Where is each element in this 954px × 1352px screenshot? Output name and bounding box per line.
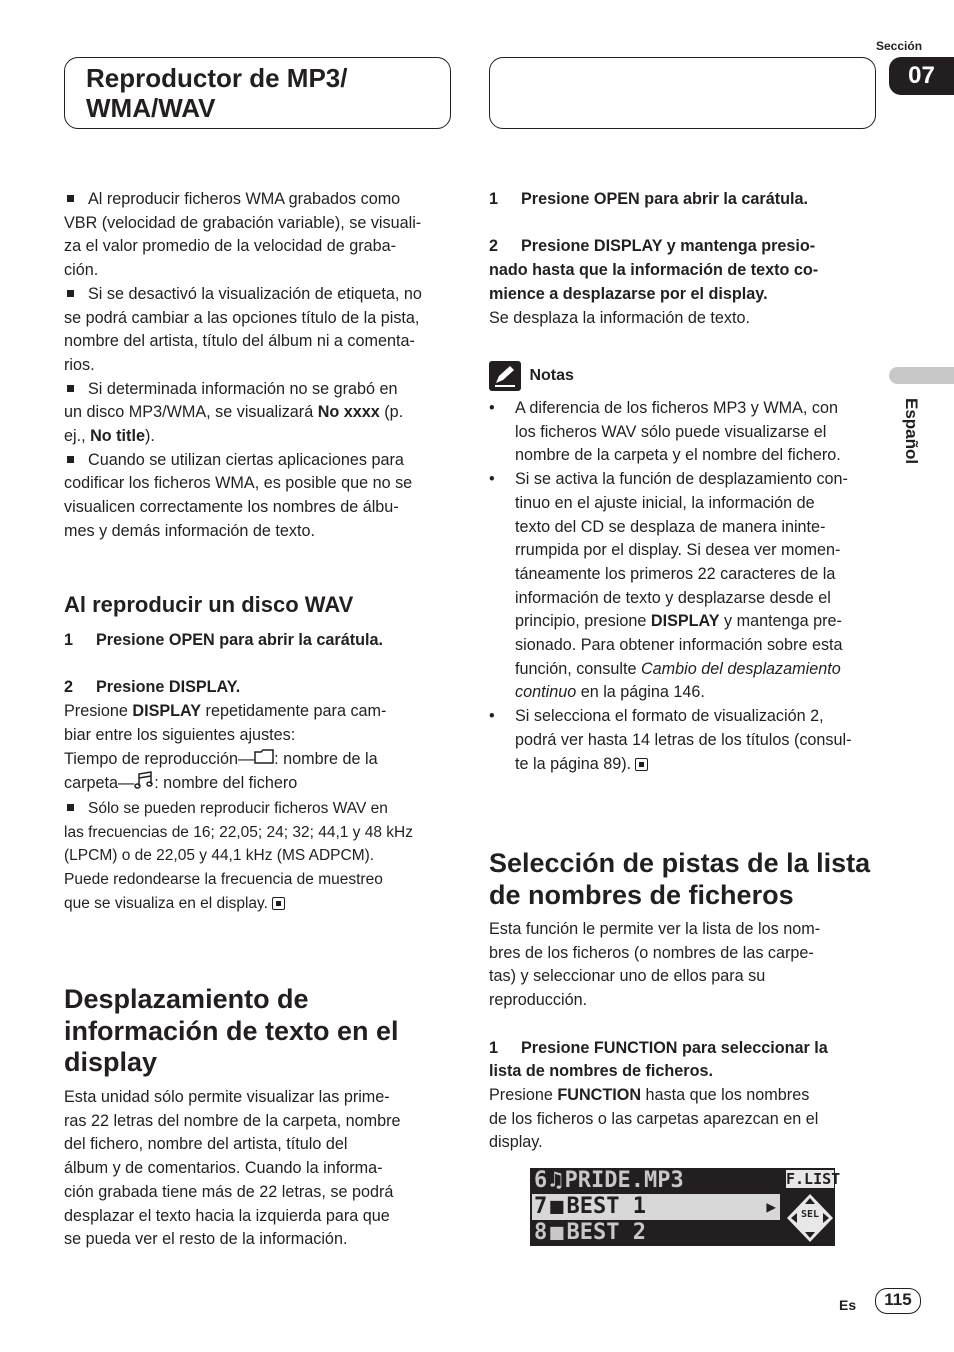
file-list-heading	[489, 848, 884, 911]
step-number: 2	[64, 678, 74, 697]
notes-title: Notas	[529, 367, 574, 384]
bullet-wav-freq	[64, 797, 452, 916]
body-bold-text: FUNCTION	[557, 1085, 642, 1104]
bullet-line: Puede redondearse la frecuencia de muestreo	[64, 871, 383, 889]
note-line: información de texto y desplazarse desde el	[515, 588, 831, 607]
section-number: 07	[889, 57, 954, 95]
note-line: táneamente los primeros 22 caracteres de la	[515, 564, 836, 583]
note-line: • A diferencia de los ficheros MP3 y WMA, con	[515, 399, 838, 417]
lcd-row	[534, 1169, 774, 1193]
wav-heading: Al reproducir un disco WAV	[64, 592, 354, 617]
cross-reference-link[interactable]: continuo	[515, 683, 577, 702]
footer-language-code: Es	[839, 1297, 857, 1313]
body-line: desplazar el texto hacia la izquierda para que	[64, 1206, 390, 1225]
body-text: Presione	[489, 1085, 558, 1104]
lcd-row-number: 7	[534, 1194, 548, 1219]
right-step2-line: mience a desplazarse por el display.	[489, 284, 768, 303]
body-text: : nombre de la	[274, 749, 378, 768]
bullet-text: ).	[144, 427, 155, 446]
bullet-bold-text: No xxxx	[317, 403, 380, 422]
left-column	[64, 188, 452, 544]
wav-step1: Presione OPEN para abrir la carátula.	[96, 631, 384, 649]
heading-line: Desplazamiento de	[64, 984, 309, 1014]
bullet-line: Sólo se pueden reproducir ficheros WAV en	[88, 800, 388, 818]
sel-joystick-icon	[785, 1192, 835, 1244]
body-text: repetidamente para cam-	[201, 702, 387, 721]
note-text: principio, presione	[515, 612, 651, 631]
bullet-tag-display	[64, 283, 452, 378]
body-line: de los ficheros o las carpetas aparezcan en el	[489, 1109, 819, 1128]
note-line: te la página 89).	[515, 754, 632, 773]
music-note-icon: ♫	[549, 1168, 563, 1193]
right-step2-body: Se desplaza la información de texto.	[489, 308, 750, 327]
folder-icon: ■	[550, 1194, 564, 1219]
note-line: • Si se activa la función de desplazamiento con-	[515, 470, 848, 489]
body-text: biar entre los siguientes ajustes:	[64, 725, 296, 744]
scroll-body	[64, 1086, 454, 1252]
end-mark-icon	[272, 897, 285, 910]
note-line: • Si selecciona el formato de visualización 2,	[515, 707, 824, 726]
bullet-line: visualicen correctamente los nombres de álbu-	[64, 498, 399, 517]
body-line: tas) y seleccionar uno de ellos para su	[489, 967, 766, 986]
body-line: álbum y de comentarios. Cuando la informa-	[64, 1159, 383, 1178]
bullet-wma-vbr	[64, 188, 452, 283]
scroll-heading	[64, 984, 454, 1079]
note-line: tinuo en el ajuste inicial, la información de	[515, 493, 815, 512]
bullet-line: rios.	[64, 355, 95, 374]
lcd-row-number: 8	[534, 1220, 548, 1245]
body-text: Tiempo de reproducción—	[64, 749, 255, 768]
heading-line: información de texto en el	[64, 1015, 399, 1046]
square-bullet-icon	[67, 804, 74, 811]
lcd-row-number: 6	[534, 1168, 548, 1193]
bullet-line: mes y demás información de texto.	[64, 521, 316, 540]
note-text: y mantenga pre-	[719, 612, 842, 631]
bullet-line: nombre del artista, título del álbum ni a comenta-	[64, 332, 415, 351]
body-text: hasta que los nombres	[641, 1085, 810, 1104]
body-line: del fichero, nombre del artista, título del	[64, 1135, 348, 1154]
body-line: bres de los ficheros (o nombres de las carpe-	[489, 943, 814, 962]
note-text: función, consulte	[515, 659, 641, 678]
music-note-icon	[134, 771, 154, 797]
bullet-line: za el valor promedio de la velocidad de graba-	[64, 237, 397, 256]
bullet-wma-apps	[64, 449, 452, 544]
step-number: 1	[64, 631, 74, 649]
lcd-row-text: PRIDE.MP3	[564, 1168, 684, 1193]
right-step1: Presione OPEN para abrir la carátula.	[521, 190, 809, 208]
square-bullet-icon	[67, 456, 74, 463]
bullet-text: un disco MP3/WMA, se visualizará	[64, 403, 318, 422]
step-number: 2	[489, 237, 499, 256]
right-steps	[489, 188, 879, 330]
body-text: carpeta—	[64, 774, 135, 793]
body-text: Presione	[64, 702, 133, 721]
body-line: reproducción.	[489, 991, 588, 1010]
lcd-row	[534, 1221, 774, 1245]
right-step2-line: Presione DISPLAY y mantenga presio-	[521, 237, 816, 256]
bullet-bold-text: No title	[90, 427, 145, 446]
bullet-text: ej.,	[64, 427, 91, 446]
notes-header	[489, 361, 574, 391]
wav-section	[64, 629, 452, 916]
heading-line: de nombres de ficheros	[489, 879, 794, 910]
header-title	[86, 63, 347, 123]
list-step1-line: lista de nombres de ficheros.	[489, 1062, 713, 1081]
bullet-line: ción.	[64, 261, 99, 280]
body-line: Esta función le permite ver la lista de los nom-	[489, 920, 821, 938]
lcd-row-text: BEST 1	[566, 1194, 646, 1219]
bullet-line: Si se desactivó la visualización de etiqueta, no	[88, 284, 422, 303]
section-label: Sección	[876, 39, 923, 53]
bullet-line: VBR (velocidad de grabación variable), se visuali-	[64, 213, 422, 232]
bullet-line: que se visualiza en el display.	[64, 894, 268, 912]
lcd-row-text: BEST 2	[566, 1220, 646, 1245]
step-number: 1	[489, 1038, 499, 1057]
heading-line: display	[64, 1047, 158, 1077]
lcd-mode-label: F.LIST	[786, 1170, 841, 1188]
play-arrow-icon: ▶	[766, 1197, 776, 1216]
step-number: 1	[489, 190, 499, 208]
note-text: en la página 146.	[576, 683, 705, 702]
cross-reference-link[interactable]: Cambio del desplazamiento	[640, 659, 841, 678]
bullet-line: codificar los ficheros WMA, es posible que no se	[64, 474, 413, 493]
square-bullet-icon	[67, 195, 74, 202]
language-tab-marker	[889, 367, 954, 384]
bullet-line: Cuando se utilizan ciertas aplicaciones para	[88, 450, 404, 469]
bullet-line: Al reproducir ficheros WMA grabados como	[88, 190, 401, 208]
note-line: sionado. Para obtener información sobre esta	[515, 636, 843, 655]
body-line: display.	[489, 1133, 543, 1152]
note-bold-text: DISPLAY	[650, 612, 720, 631]
bullet-line: se podrá cambiar a las opciones título de la pista,	[64, 308, 420, 327]
note-item	[489, 468, 879, 705]
lcd-display	[530, 1168, 841, 1246]
notepad-pen-icon	[489, 361, 521, 391]
sel-label: SEL	[800, 1209, 820, 1220]
folder-icon: ■	[550, 1220, 564, 1245]
list-step1-line: Presione FUNCTION para seleccionar la	[521, 1038, 828, 1057]
header-title-line1: Reproductor de MP3/	[86, 63, 348, 93]
wav-step2: Presione DISPLAY.	[96, 678, 241, 697]
body-line: ras 22 letras del nombre de la carpeta, nombre	[64, 1111, 401, 1130]
file-list-section	[489, 918, 879, 1155]
note-line: nombre de la carpeta y el nombre del fichero.	[515, 446, 841, 465]
body-bold-text: DISPLAY	[132, 702, 202, 721]
header-title-line2: WMA/WAV	[86, 93, 216, 123]
note-line: podrá ver hasta 14 letras de los títulos (consul-	[515, 730, 852, 749]
note-line: los ficheros WAV sólo puede visualizarse el	[515, 422, 827, 441]
bullet-no-info	[64, 378, 452, 449]
page-number: 115	[875, 1288, 921, 1314]
folder-icon	[254, 748, 274, 772]
body-text: : nombre del fichero	[154, 774, 298, 793]
square-bullet-icon	[67, 290, 74, 297]
notes-list	[489, 397, 879, 776]
heading-line: Selección de pistas de la lista	[489, 848, 871, 878]
note-item	[489, 397, 879, 468]
end-mark-icon	[635, 758, 648, 771]
body-line: Esta unidad sólo permite visualizar las prime-	[64, 1088, 390, 1106]
body-line: ción grabada tiene más de 22 letras, se podrá	[64, 1182, 394, 1201]
language-tab-label: Español	[902, 398, 921, 465]
bullet-line: las frecuencias de 16; 22,05; 24; 32; 44,1 y 48 kHz	[64, 823, 413, 841]
lcd-row-selected	[532, 1194, 780, 1220]
square-bullet-icon	[67, 385, 74, 392]
right-step2-line: nado hasta que la información de texto co-	[489, 261, 819, 280]
bullet-line: (LPCM) o de 22,05 y 44,1 kHz (MS ADPCM).	[64, 847, 375, 865]
bullet-text: (p.	[379, 403, 404, 422]
note-line: rrumpida por el display. Si desea ver momen-	[515, 541, 841, 560]
bullet-line: Si determinada información no se grabó en	[88, 379, 398, 398]
body-line: se pueda ver el resto de la información.	[64, 1230, 348, 1249]
note-line: texto del CD se desplaza de manera ininte-	[515, 517, 826, 536]
note-item	[489, 705, 879, 776]
header-empty-box	[489, 57, 876, 129]
